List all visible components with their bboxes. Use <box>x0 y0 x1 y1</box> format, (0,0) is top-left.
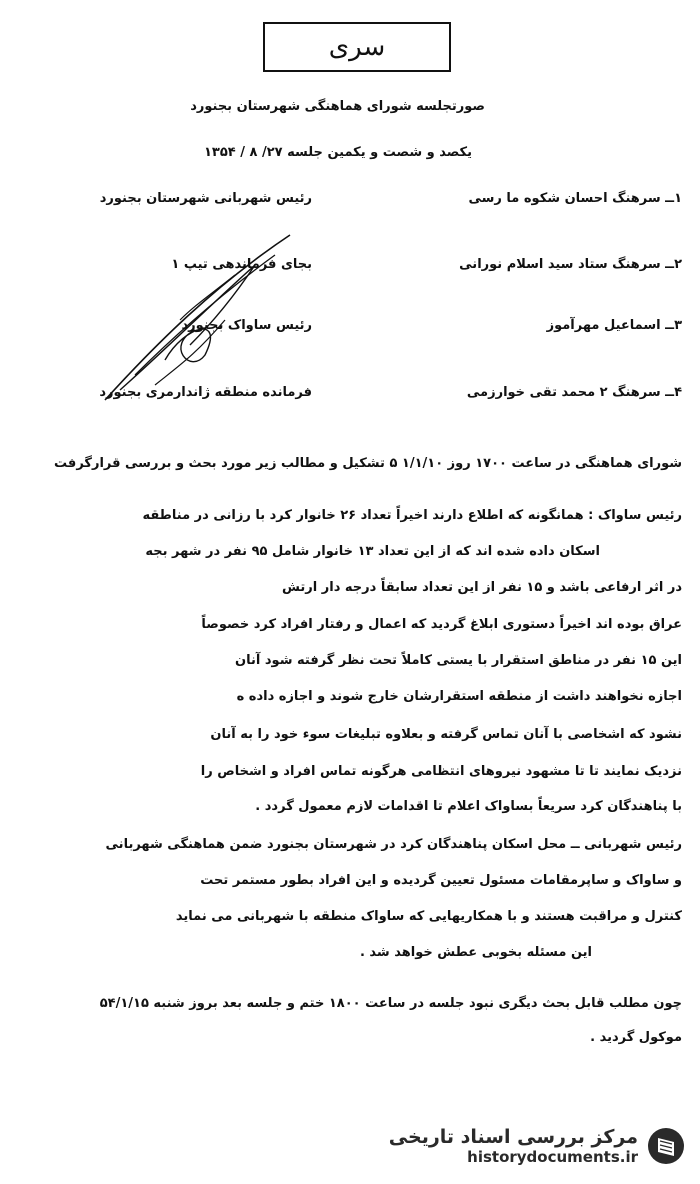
archive-logo-icon <box>646 1126 686 1166</box>
document-title: صورتجلسه شورای هماهنگی شهرستان بجنورد <box>190 99 485 114</box>
police-line-3: کنترل و مراقبت هستند و با همکاریهایی که ساواک منطقه با شهربانی می نماید <box>175 909 682 924</box>
handwritten-signature <box>95 225 305 425</box>
attendee-1-title: رئیس شهربانی شهرستان بجنورد <box>99 191 312 206</box>
police-line-1: رئیس شهربانی ــ محل اسکان پناهندگان کرد در شهرستان بجنورد ضمن هماهنگی شهربانی <box>105 837 682 852</box>
classification-label: سری <box>328 32 386 62</box>
attendee-4-title: فرمانده منطقه ژاندارمری بجنورد <box>99 385 312 400</box>
police-line-4: این مسئله بخوبی عطش خواهد شد . <box>359 945 592 960</box>
savak-line-1: رئیس ساواک : همانگونه که اطلاع دارند اخیراً تعداد ۲۶ خانوار کرد با رزانی در مناطقه <box>142 508 682 523</box>
savak-line-5: این ۱۵ نفر در مناطق استقرار با یستی کاملاً تحت نظر گرفته شود آنان <box>235 653 682 668</box>
closing-line-2: موکول گردید . <box>590 1030 682 1045</box>
attendee-4-name: ۴ــ سرهنگ ۲ محمد تقی خوارزمی <box>466 385 682 400</box>
savak-line-6: اجازه نخواهند داشت از منطقه استقرارشان خارج شوند و اجازه داده ه <box>236 689 682 704</box>
savak-line-7: نشود که اشخاصی با آنان تماس گرفته و بعلاوه تبلیغات سوء خود را به آنان <box>210 727 682 742</box>
savak-line-3: در اثر ارفاعی باشد و ۱۵ نفر از این تعداد سابقاً درجه دار ارتش <box>282 580 682 595</box>
attendee-2-name: ۲ــ سرهنگ ستاد سید اسلام نورانی <box>459 257 682 272</box>
savak-line-8: نزدیک نمایند تا تا مشهود نیروهای انتظامی هرگونه تماس افراد و اشخاص را <box>200 764 682 779</box>
attendee-3-title: رئیس ساواک بجنورد <box>181 318 312 333</box>
closing-line-1: چون مطلب قابل بحث دیگری نبود جلسه در ساعت ۱۸۰۰ ختم و جلسه بعد بروز شنبه ۵۴/۱/۱۵ <box>99 996 682 1011</box>
police-line-2: و ساواک و ساپرمقامات مسئول تعیین گردیده و این افراد بطور مستمر تحت <box>200 873 682 888</box>
watermark <box>389 1126 686 1166</box>
attendee-1-name: ۱ــ سرهنگ احسان شکوه ما رسی <box>468 191 682 206</box>
attendee-2-title: بجای فرماندهی تیپ ۱ <box>171 257 312 272</box>
savak-line-4: عراق بوده اند اخیراً دستوری ابلاغ گردید که اعمال و رفتار افراد کرد خصوصاً <box>201 617 682 632</box>
watermark-url: historydocuments.ir <box>467 1148 638 1166</box>
session-number: یکصد و شصت و یکمین جلسه ۲۷/ ۸ / ۱۳۵۴ <box>203 145 472 160</box>
meeting-intro: شورای هماهنگی در ساعت ۱۷۰۰ روز ۱/۱/۱۰ ۵ تشکیل و مطالب زیر مورد بحث و بررسی قرارگرفت <box>54 456 682 471</box>
watermark-fa: مرکز بررسی اسناد تاریخی <box>388 1126 638 1148</box>
classification-stamp <box>263 22 451 72</box>
attendee-3-name: ۳ــ اسماعیل مهرآموز <box>546 318 682 333</box>
savak-line-9: با پناهندگان کرد سریعاً بساواک اعلام تا اقدامات لازم معمول گردد . <box>255 799 682 814</box>
savak-line-2: اسکان داده شده اند که از این تعداد ۱۳ خانوار شامل ۹۵ نفر در شهر بجه <box>145 544 600 559</box>
